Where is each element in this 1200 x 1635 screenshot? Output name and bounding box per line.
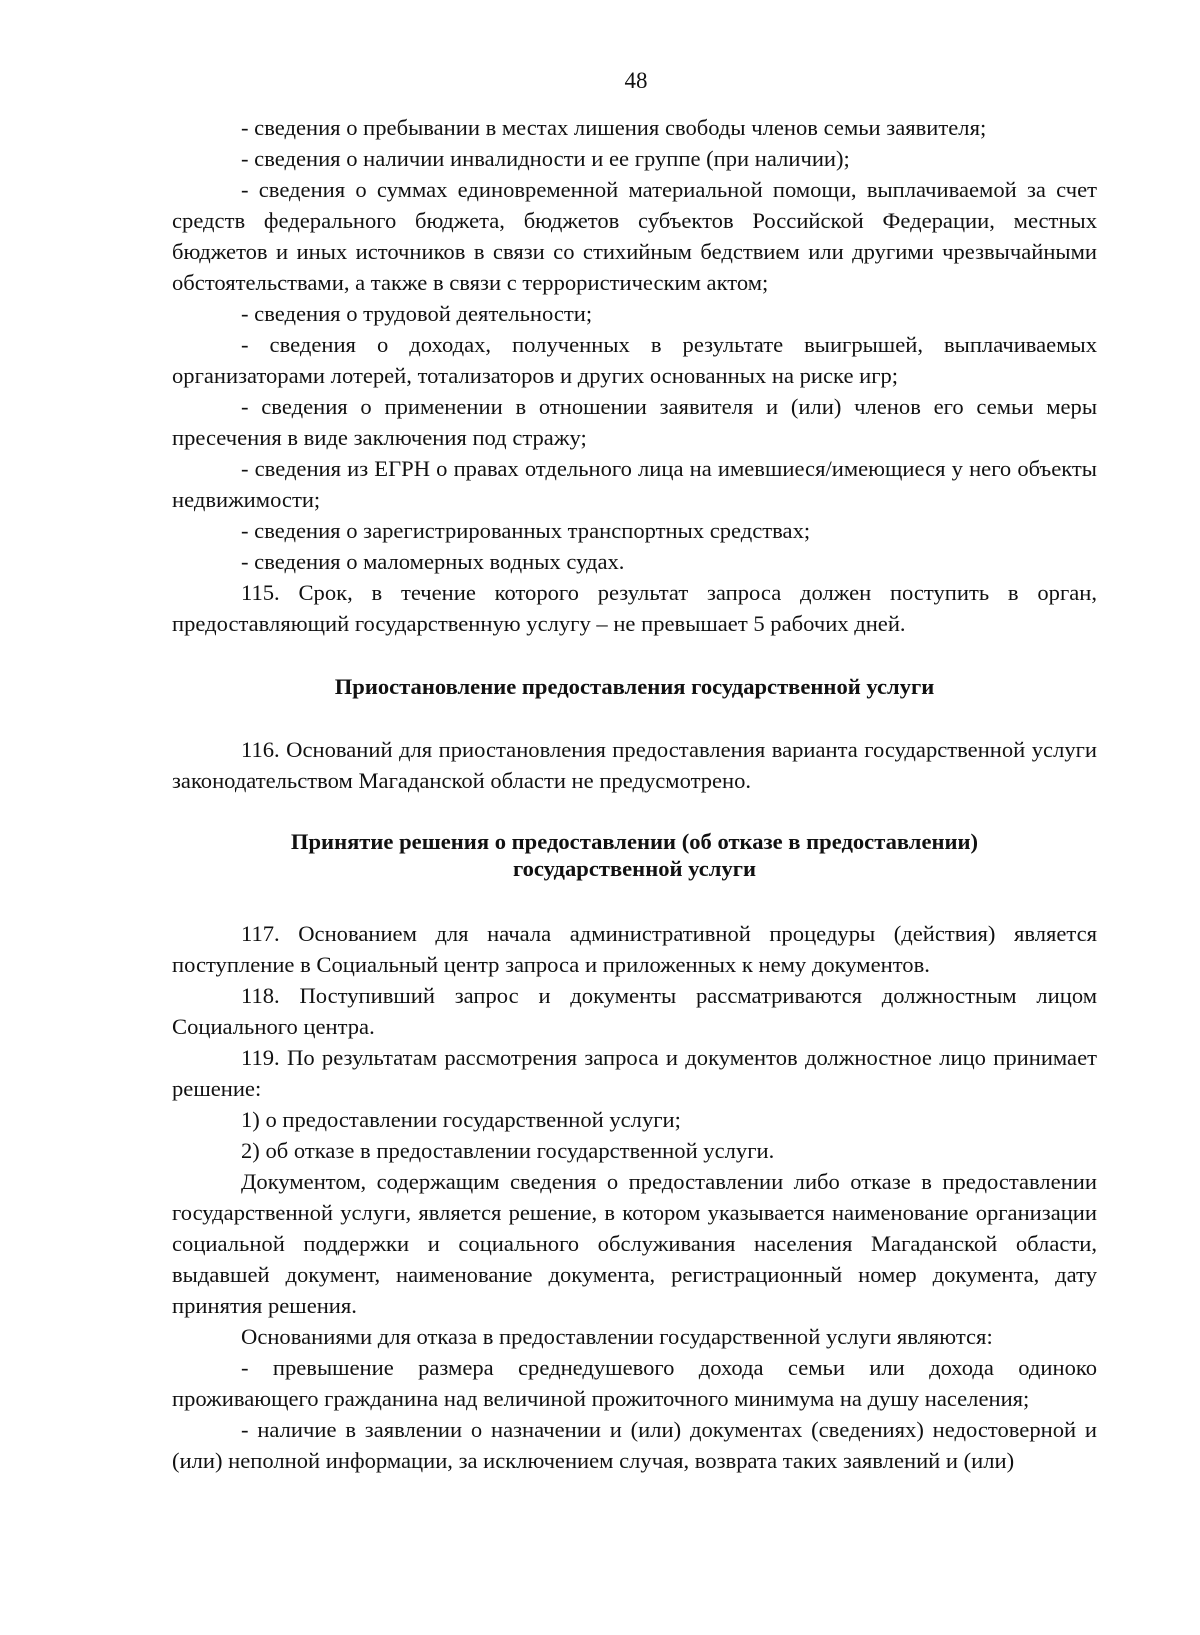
list-item: - сведения о суммах единовременной материальной помощи, выплачиваемой за счет средств федерального бюджета, бюджетов субъектов Российской Федерации, местных бюджетов и иных источников в связи со стихийным бедствием или другими чрезвычайными обстоятельствами, а также в связи с террористическим актом;	[172, 177, 1097, 295]
list-item: 1) о предоставлении государственной услуги;	[241, 1107, 681, 1132]
paragraph-118: 118. Поступивший запрос и документы рассматриваются должностным лицом Социального центра.	[172, 983, 1097, 1039]
list-item: - сведения о наличии инвалидности и ее группе (при наличии);	[241, 146, 850, 171]
list-item: - сведения о зарегистрированных транспортных средствах;	[241, 518, 811, 543]
list-item: 2) об отказе в предоставлении государственной услуги.	[241, 1138, 775, 1163]
section-heading-decision-line-2: государственной услуги	[512, 856, 757, 881]
paragraph-decision-document: Документом, содержащим сведения о предоставлении либо отказе в предоставлении государственной услуги, является решение, в котором указывается наименование организации социальной поддержки и социального обслуживания населения Магаданской области, выдавшей документ, наименование документа, регистрационный номер документа, дату принятия решения.	[172, 1169, 1097, 1318]
list-item: - сведения о применении в отношении заявителя и (или) членов его семьи меры пресечения в виде заключения под стражу;	[172, 394, 1097, 450]
paragraph-refusal-grounds: Основаниями для отказа в предоставлении государственной услуги являются:	[241, 1324, 993, 1349]
list-item: - наличие в заявлении о назначении и (или) документах (сведениях) недостоверной и (или) неполной информации, за исключением случая, возврата таких заявлений и (или)	[172, 1417, 1097, 1473]
paragraph-119: 119. По результатам рассмотрения запроса и документов должностное лицо принимает решение:	[172, 1045, 1097, 1101]
section-heading-decision-line-1: Принятие решения о предоставлении (об отказе в предоставлении)	[290, 829, 979, 854]
document-body	[172, 112, 1097, 1476]
list-item: - сведения из ЕГРН о правах отдельного лица на имевшиеся/имеющиеся у него объекты недвижимости;	[172, 456, 1097, 512]
paragraph-117: 117. Основанием для начала административной процедуры (действия) является поступление в Социальный центр запроса и приложенных к нему документов.	[172, 921, 1097, 977]
list-item: - сведения о трудовой деятельности;	[241, 301, 593, 326]
paragraph-116: 116. Оснований для приостановления предоставления варианта государственной услуги законодательством Магаданской области не предусмотрено.	[172, 737, 1097, 793]
list-item: - сведения о доходах, полученных в результате выигрышей, выплачиваемых организаторами лотерей, тотализаторов и других основанных на риске игр;	[172, 332, 1097, 388]
list-item: - сведения о маломерных водных судах.	[241, 549, 625, 574]
page-number: 48	[624, 68, 648, 93]
list-item: - превышение размера среднедушевого дохода семьи или дохода одиноко проживающего гражданина над величиной прожиточного минимума на душу населения;	[172, 1355, 1097, 1411]
section-heading-suspension: Приостановление предоставления государственной услуги	[334, 674, 935, 699]
list-item: - сведения о пребывании в местах лишения свободы членов семьи заявителя;	[241, 115, 987, 140]
paragraph-115: 115. Срок, в течение которого результат запроса должен поступить в орган, предоставляющий государственную услугу – не превышает 5 рабочих дней.	[172, 580, 1097, 636]
